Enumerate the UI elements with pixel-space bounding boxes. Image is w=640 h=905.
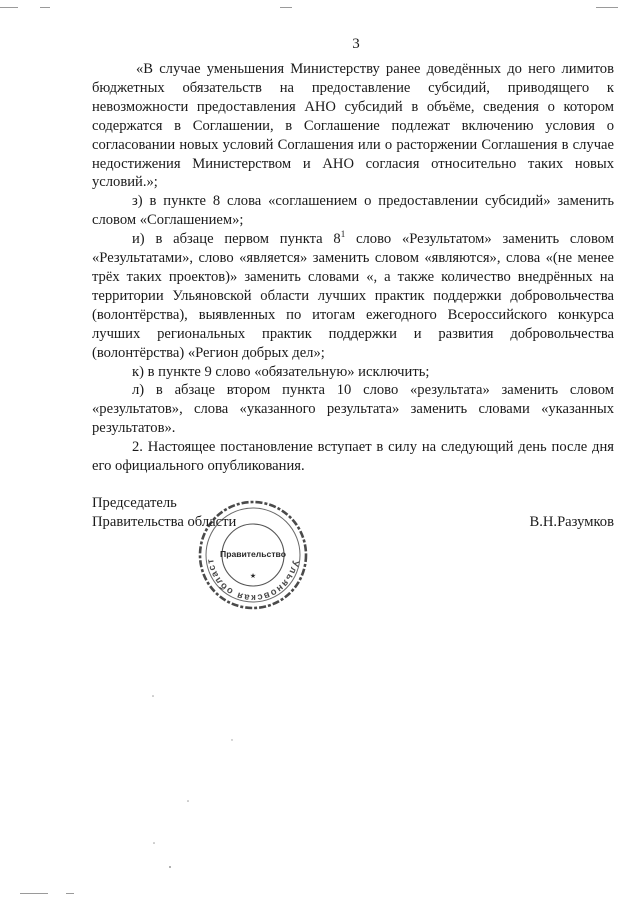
page-number: 3 — [352, 36, 360, 52]
paragraph-quoted-condition: «В случае уменьшения Министерству ранее доведённых до него лимитов бюджетных обязательств на предоставление субсидий, приводящего к невозможности предоставления АНО субсидий в объёме, сведения о котором содержатся в Соглашении, в Соглашение подлежат включению условия о согласовании новых условий Соглашения или о расторжении Соглашения в случае недостижения Министерством и АНО согласия относительно таких новых условий.»; — [92, 61, 614, 191]
paragraph-item-z: з) в пункте 8 слова «соглашением о предоставлении субсидий» заменить словом «Соглашением»; — [92, 193, 614, 229]
official-seal — [196, 498, 310, 612]
signatory-title-line1: Председатель — [92, 495, 177, 511]
paragraph-item-l: л) в абзаце втором пункта 10 слово «результата» заменить словом «результатов», слова «указанного результата» заменить словами «указанных результатов». — [92, 382, 614, 437]
svg-text:★: ★ — [249, 573, 257, 580]
seal-ring-text: Ульяновская област — [205, 557, 301, 604]
signatory-name: В.Н.Разумков — [529, 514, 614, 530]
superscript-index: 1 — [340, 229, 346, 240]
seal-center-text: Правительство — [220, 549, 286, 559]
document-body — [92, 60, 614, 476]
paragraph-item-i — [92, 230, 614, 362]
signatory-title-line2: Правительства области — [92, 514, 237, 530]
paragraph-item-k: к) в пункте 9 слово «обязательную» исключить; — [132, 363, 430, 380]
paragraph-effective-date: 2. Настоящее постановление вступает в силу на следующий день после дня его официального опубликования. — [92, 439, 614, 475]
seal-graphic — [196, 498, 310, 612]
paragraph-item-i-start: и) в абзаце первом пункта 8 — [132, 231, 341, 248]
paragraph-item-i-rest: слово «Результатом» заменить словом «Результатами», слово «является» заменить словом «являются», слова «(не менее трёх таких проектов)» заменить словами «, а также количество внедрённых на территории Ульяновской области лучших практик поддержки добровольчества (волонтёрства), выявленных по итогам ежегодного Всероссийского конкурса лучших региональных практик поддержки и развития добровольчества (волонтёрства) «Регион добрых дел»; — [92, 231, 614, 361]
